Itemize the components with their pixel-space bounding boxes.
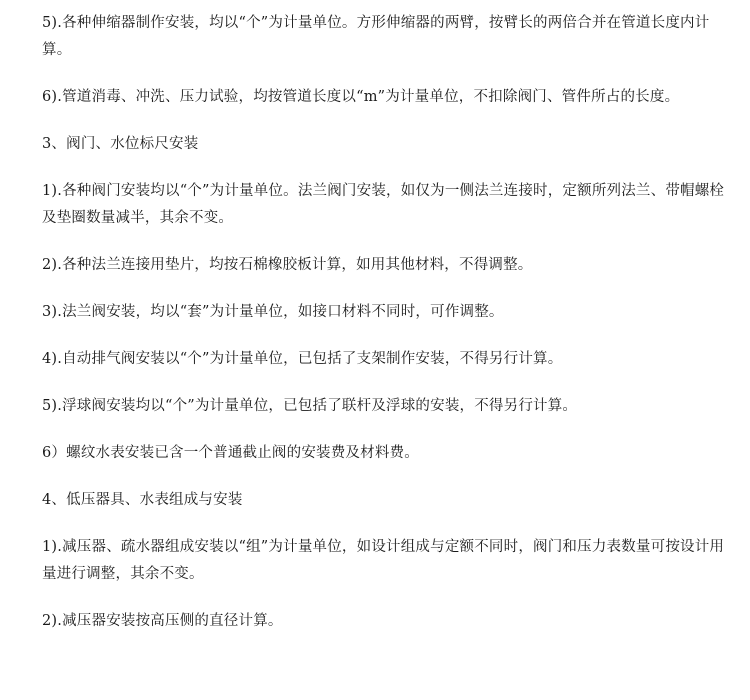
paragraph-item-5-float-valves: 5).浮球阀安装均以“个”为计量单位，已包括了联杆及浮球的安装，不得另行计算。 xyxy=(42,398,578,414)
paragraph-item-5-expansion-joints: 5).各种伸缩器制作安装，均以“个”为计量单位。方形伸缩器的两臂，按臂长的两倍合并在管道长度内计算。 xyxy=(42,15,710,58)
paragraph-item-3-flange-valves: 3).法兰阀安装，均以“套”为计量单位，如接口材料不同时，可作调整。 xyxy=(42,304,504,320)
paragraph-item-6-threaded-water-meter: 6）螺纹水表安装已含一个普通截止阀的安装费及材料费。 xyxy=(42,445,419,461)
paragraph-item-1-pressure-reducers: 1).减压器、疏水器组成安装以“组”为计量单位，如设计组成与定额不同时，阀门和压力表数量可按设计用量进行调整，其余不变。 xyxy=(42,539,725,582)
paragraph-item-2-gaskets: 2).各种法兰连接用垫片，均按石棉橡胶板计算，如用其他材料，不得调整。 xyxy=(42,257,533,273)
paragraph-item-2-reducer-diameter: 2).减压器安装按高压侧的直径计算。 xyxy=(42,613,283,629)
paragraph-item-4-air-release-valves: 4).自动排气阀安装以“个”为计量单位，已包括了支架制作安装，不得另行计算。 xyxy=(42,351,563,367)
section-heading-valves: 3、阀门、水位标尺安装 xyxy=(42,136,199,152)
paragraph-item-6-pipe-testing: 6).管道消毒、冲洗、压力试验，均按管道长度以“m”为计量单位，不扣除阀门、管件所占的长度。 xyxy=(42,89,680,105)
paragraph-item-1-valves: 1).各种阀门安装均以“个”为计量单位。法兰阀门安装，如仅为一侧法兰连接时，定额所列法兰、带帽螺栓及垫圈数量减半，其余不变。 xyxy=(42,183,725,226)
section-heading-low-pressure-devices: 4、低压器具、水表组成与安装 xyxy=(42,492,243,508)
